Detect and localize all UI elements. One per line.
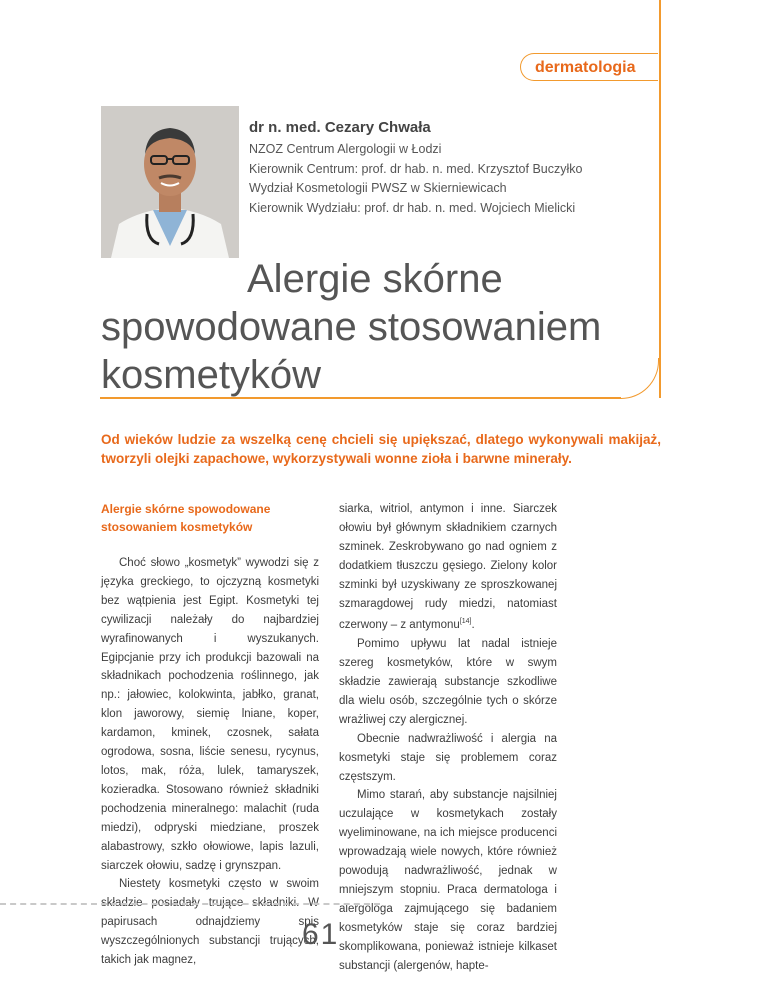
paragraph-end: . xyxy=(471,619,475,632)
affiliation-line: Wydział Kosmetologii PWSZ w Skierniewicach xyxy=(249,181,507,195)
title-line-2: spowodowane stosowaniem xyxy=(101,304,602,349)
paragraph: Pomimo upływu lat nadal istnieje szereg kosmetyków, które w swym składzie zawierają substancje szkodliwe dla wielu osób, szczególnie tych o skórze wrażliwej czy alergicznej. xyxy=(339,638,557,726)
author-name: dr n. med. Cezary Chwała xyxy=(249,119,431,136)
paragraph: Mimo starań, aby substancje najsilniej uczulające w kosmetykach zostały wyeliminowane, na ich miejsce producenci wprowadzają wiele nowych, które również powodują nadwrażliwość, jednak w mniejszym stopniu. Praca dermatologa i alergologa zajmującego się badaniem kosmetyków staje się coraz bardziej skomplikowana, ponieważ istnieje kilkaset substancji (alergenów, hapte- xyxy=(339,789,557,972)
paragraph: Choć słowo „kosmetyk” wywodzi się z języka greckiego, to ojczyzną kosmetyki bez wątpienia jest Egipt. Kosmetyki tej cywilizacji należały do najbardziej wyrafinowanych i wyszukanych. Egipcjanie przy ich produkcji bazowali na składnikach pochodzenia roślinnego, jak np.: jałowiec, kolokwinta, jabłko, granat, klon jaworowy, siemię lniane, koper, kardamon, kminek, czosnek, sałata ogrodowa, sosna, liście senesu, rycynus, lotos, mak, róża, lulek, tamaryszek, kozieradka. Stosowano również składniki pochodzenia mineralnego: malachit (ruda miedzi), odpryski miedziane, proszek alabastrowy, szkło ołowiowe, lapis lazuli, siarczek ołowiu, sadzę i grynszpan. xyxy=(101,557,319,872)
page-number: 61 xyxy=(302,918,340,951)
text-column-left xyxy=(101,500,319,970)
affiliation-line: Kierownik Wydziału: prof. dr hab. n. med. Wojciech Mielicki xyxy=(249,200,576,215)
frame-line-vertical xyxy=(659,0,661,398)
affiliation-line: NZOZ Centrum Alergologii w Łodzi xyxy=(249,142,442,156)
footer-dashed-line xyxy=(0,903,380,905)
paragraph-text: siarka, witriol, antymon i inne. Siarczek ołowiu był głównym składnikiem czarnych szminek. Zeskrobywano go nad ogniem z dodatkiem tłuszczu gęsiego. Zielony kolor szminki był uzyskiwany ze sproszkowanej szmaragdowej rudy miedzi, natomiast czerwony – z antymonu xyxy=(339,503,557,632)
paragraph: Obecnie nadwrażliwość i alergia na kosmetyki staje się problemem coraz częstszym. xyxy=(339,732,557,783)
section-heading: Alergie skórne spowodowane stosowaniem kosmetyków xyxy=(101,502,271,534)
lead-paragraph: Od wieków ludzie za wszelką cenę chcieli się upiększać, dlatego wykonywali makijaż, tworzyli olejki zapachowe, wykorzystywali wonne zioła i barwne minerały. xyxy=(101,432,661,466)
section-tag: dermatologia xyxy=(520,53,658,81)
paragraph xyxy=(339,500,557,635)
author-photo xyxy=(101,106,239,258)
reference-marker: [14] xyxy=(459,618,472,626)
author-affiliations xyxy=(249,140,582,218)
article-title xyxy=(101,255,641,399)
title-line-3: kosmetyków xyxy=(101,352,322,397)
affiliation-line: Kierownik Centrum: prof. dr hab. n. med. Krzysztof Buczyłko xyxy=(249,161,583,176)
title-line-1: Alergie skórne xyxy=(247,256,503,301)
paragraph: Niestety kosmetyki często w swoim składzie posiadały trujące składniki. W papirusach odnajdziemy spis wyszczególnionych substancji trujących, takich jak magnez, xyxy=(101,878,319,967)
